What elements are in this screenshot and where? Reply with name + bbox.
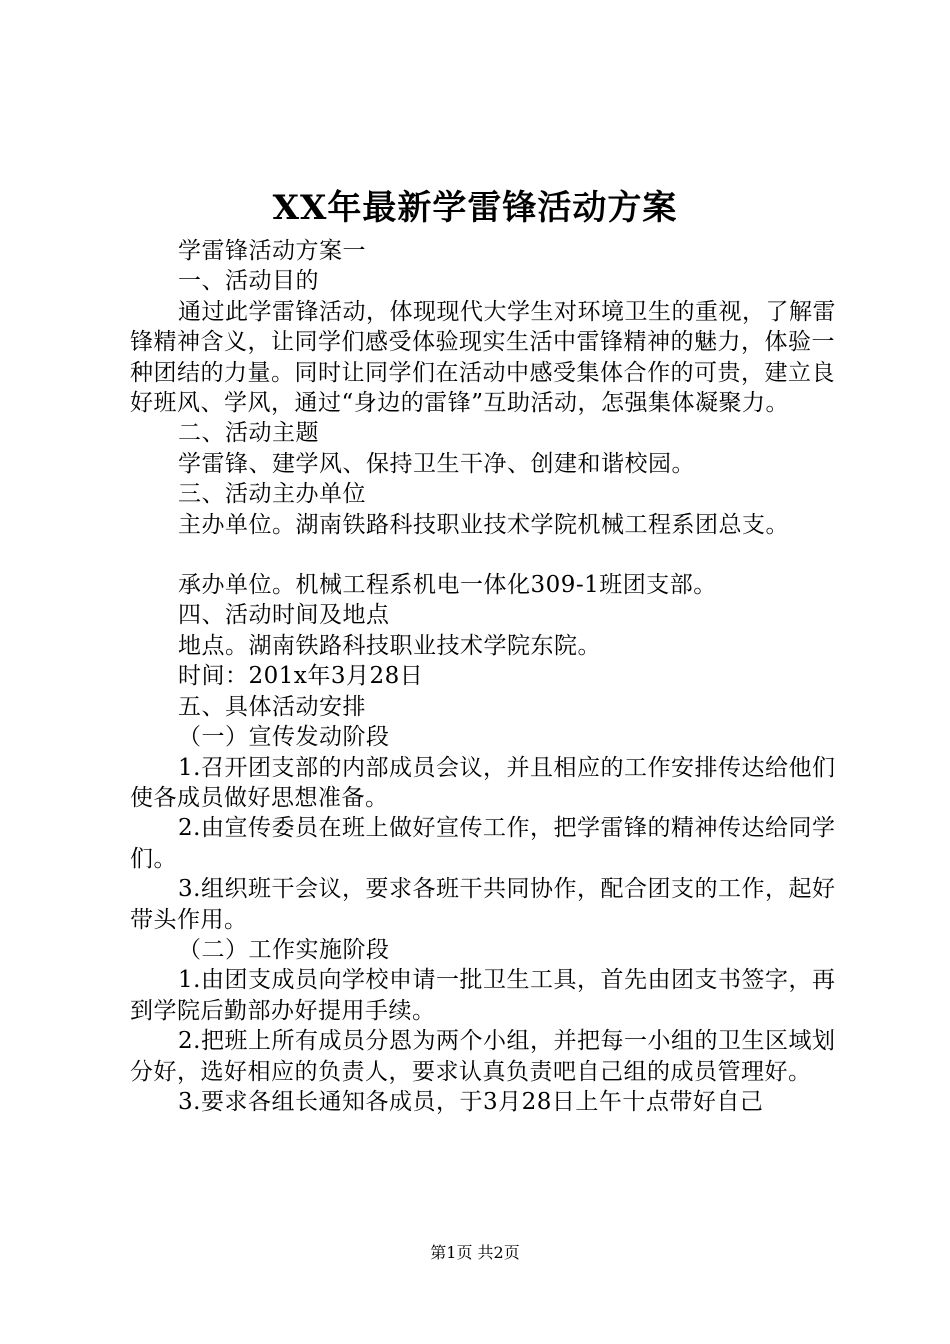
paragraph-theme-text: 学雷锋、建学风、保持卫生干净、创建和谐校园。 — [178, 450, 695, 477]
page-footer: 第1页 共2页 — [430, 1243, 520, 1262]
paragraph-heading-arrangement: 五、具体活动安排 — [178, 693, 366, 720]
paragraph-co-organizer-text: 承办单位。机械工程系机电一体化309-1班团支部。 — [178, 572, 717, 599]
paragraph-heading-organizer: 三、活动主办单位 — [178, 481, 366, 508]
paragraph-implementation-item-1: 1.由团支成员向学校申请一批卫生工具，首先由团支书签字，再到学院后勤部办好提用手续。 — [130, 967, 836, 1024]
paragraph-section-heading: 学雷锋活动方案一 — [178, 238, 366, 264]
document-body — [130, 236, 842, 1117]
paragraph-time-text: 时间：201x年3月28日 — [178, 663, 424, 690]
paragraph-heading-purpose: 一、活动目的 — [178, 268, 319, 295]
paragraph-publicity-item-2: 2.由宣传委员在班上做好宣传工作，把学雷锋的精神传达给同学们。 — [130, 815, 836, 872]
paragraph-heading-implementation: （二）工作实施阶段 — [178, 936, 390, 963]
paragraph-publicity-item-1: 1.召开团支部的内部成员会议，并且相应的工作安排传达给他们使各成员做好思想准备。 — [130, 754, 836, 811]
paragraph-implementation-item-2: 2.把班上所有成员分恩为两个小组，并把每一小组的卫生区域划分好，选好相应的负责人，要求认真负责吧自己组的成员管理好。 — [130, 1028, 836, 1085]
paragraph-gap — [130, 540, 842, 570]
paragraph-place-text: 地点。湖南铁路科技职业技术学院东院。 — [178, 632, 601, 659]
paragraph-heading-time-place: 四、活动时间及地点 — [178, 602, 390, 629]
paragraph-organizer-text: 主办单位。湖南铁路科技职业技术学院机械工程系团总支。 — [178, 511, 789, 538]
paragraph-publicity-item-3: 3.组织班干会议，要求各班干共同协作，配合团支的工作，起好带头作用。 — [130, 876, 836, 933]
paragraph-implementation-item-3: 3.要求各组长通知各成员，于3月28日上午十点带好自己 — [178, 1088, 764, 1115]
paragraph-purpose-text: 通过此学雷锋活动，体现现代大学生对环境卫生的重视，了解雷锋精神含义，让同学们感受体验现实生活中雷锋精神的魅力，体验一种团结的力量。同时让同学们在活动中感受集体合作的可贵，建立良好班风、学风，通过“身边的雷锋”互助活动，怎强集体凝聚力。 — [130, 298, 836, 417]
paragraph-heading-publicity: （一）宣传发动阶段 — [178, 724, 390, 751]
paragraph-heading-theme: 二、活动主题 — [178, 420, 319, 447]
document-title: XX年最新学雷锋活动方案 — [272, 188, 678, 228]
